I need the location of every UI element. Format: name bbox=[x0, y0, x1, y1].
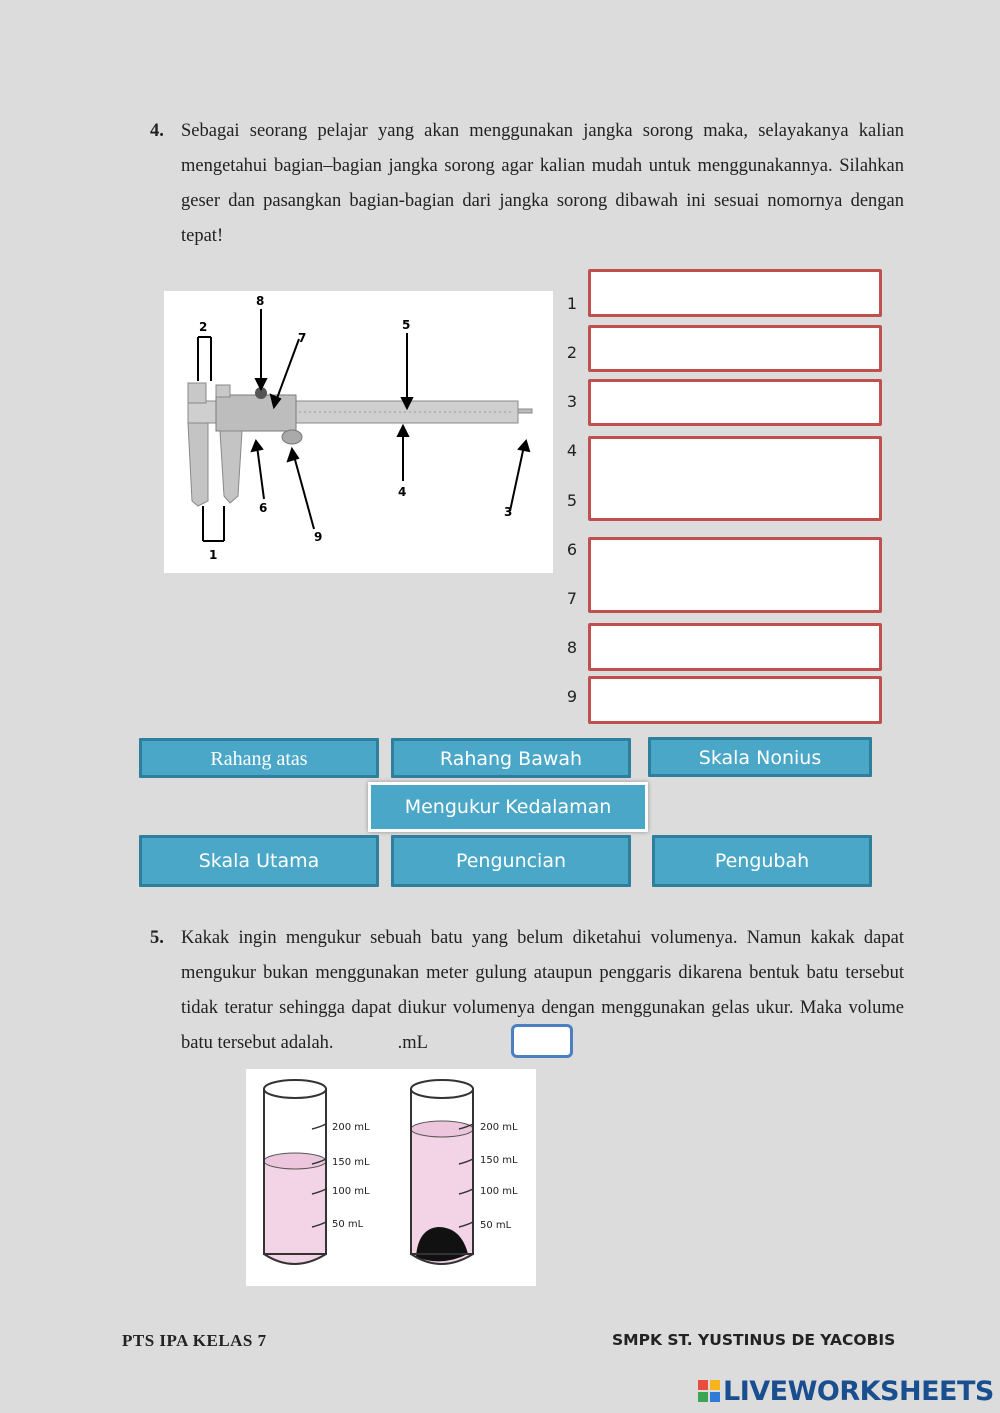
row-number-5: 5 bbox=[566, 491, 578, 510]
question-text-before: Kakak ingin mengukur sebuah batu yang belum diketahui volumenya. Namun kakak dapat mengukur bukan menggunakan meter gulung ataupun penggaris dikarena bentuk batu tersebut tidak teratur sehingga dapat diukur volumenya dengan menggunakan gelas ukur. Maka volume batu tersebut adalah. bbox=[181, 928, 904, 1053]
row-number-3: 3 bbox=[566, 392, 578, 411]
row-number-2: 2 bbox=[566, 343, 578, 362]
drop-box-6-7[interactable] bbox=[588, 537, 882, 613]
chip-pengubah[interactable]: Pengubah bbox=[652, 835, 872, 887]
caliper-label-9: 9 bbox=[314, 530, 323, 544]
chip-penguncian[interactable]: Penguncian bbox=[391, 835, 631, 887]
row-number-6: 6 bbox=[566, 540, 578, 559]
row-number-7: 7 bbox=[566, 589, 578, 608]
row-number-4: 4 bbox=[566, 441, 578, 460]
chip-rahang-bawah[interactable]: Rahang Bawah bbox=[391, 738, 631, 778]
footer-left: PTS IPA KELAS 7 bbox=[122, 1331, 267, 1350]
left-scale-100: 100 mL bbox=[332, 1186, 370, 1197]
caliper-label-4: 4 bbox=[398, 485, 407, 499]
liveworksheets-logo-icon bbox=[698, 1378, 720, 1400]
chip-rahang-atas[interactable]: Rahang atas bbox=[139, 738, 379, 778]
drop-box-4-5[interactable] bbox=[588, 436, 882, 521]
chip-skala-nonius[interactable]: Skala Nonius bbox=[648, 737, 872, 777]
row-number-8: 8 bbox=[566, 638, 578, 657]
question-4 bbox=[150, 114, 904, 254]
drop-box-1[interactable] bbox=[588, 269, 882, 317]
left-scale-150: 150 mL bbox=[332, 1157, 370, 1168]
caliper-label-8: 8 bbox=[256, 294, 265, 308]
caliper-image bbox=[164, 291, 553, 573]
caliper-label-1: 1 bbox=[209, 548, 218, 562]
caliper-label-6: 6 bbox=[259, 501, 268, 515]
right-scale-200: 200 mL bbox=[480, 1122, 518, 1133]
chip-mengukur-kedalaman[interactable]: Mengukur Kedalaman bbox=[368, 782, 648, 832]
brand-text: LIVEWORKSHEETS bbox=[723, 1376, 994, 1407]
drop-box-8[interactable] bbox=[588, 623, 882, 671]
drop-box-9[interactable] bbox=[588, 676, 882, 724]
row-number-9: 9 bbox=[566, 687, 578, 706]
row-number-1: 1 bbox=[566, 294, 578, 313]
drop-box-3[interactable] bbox=[588, 379, 882, 426]
drop-box-2[interactable] bbox=[588, 325, 882, 372]
footer-right: SMPK ST. YUSTINUS DE YACOBIS bbox=[612, 1331, 896, 1349]
measuring-cylinders-image bbox=[246, 1069, 536, 1286]
chip-skala-utama[interactable]: Skala Utama bbox=[139, 835, 379, 887]
caliper-label-7: 7 bbox=[298, 331, 307, 345]
caliper-label-2: 2 bbox=[199, 320, 208, 334]
caliper-label-5: 5 bbox=[402, 318, 411, 332]
left-scale-200: 200 mL bbox=[332, 1122, 370, 1133]
question-text-after: .mL bbox=[397, 1033, 428, 1053]
caliper-label-3: 3 bbox=[504, 505, 513, 519]
question-number: 5. bbox=[150, 928, 164, 948]
liveworksheets-brand[interactable] bbox=[698, 1376, 994, 1407]
volume-answer-input[interactable] bbox=[511, 1024, 573, 1058]
right-scale-150: 150 mL bbox=[480, 1155, 518, 1166]
question-number: 4. bbox=[150, 121, 164, 141]
left-scale-50: 50 mL bbox=[332, 1219, 364, 1230]
question-text: Sebagai seorang pelajar yang akan menggunakan jangka sorong maka, selayakanya kalian mengetahui bagian–bagian jangka sorong agar kalian mudah untuk menggunakannya. Silahkan geser dan pasangkan bagian-bagian dari jangka sorong dibawah ini sesuai nomornya dengan tepat! bbox=[181, 121, 904, 246]
right-scale-50: 50 mL bbox=[480, 1220, 512, 1231]
right-scale-100: 100 mL bbox=[480, 1186, 518, 1197]
